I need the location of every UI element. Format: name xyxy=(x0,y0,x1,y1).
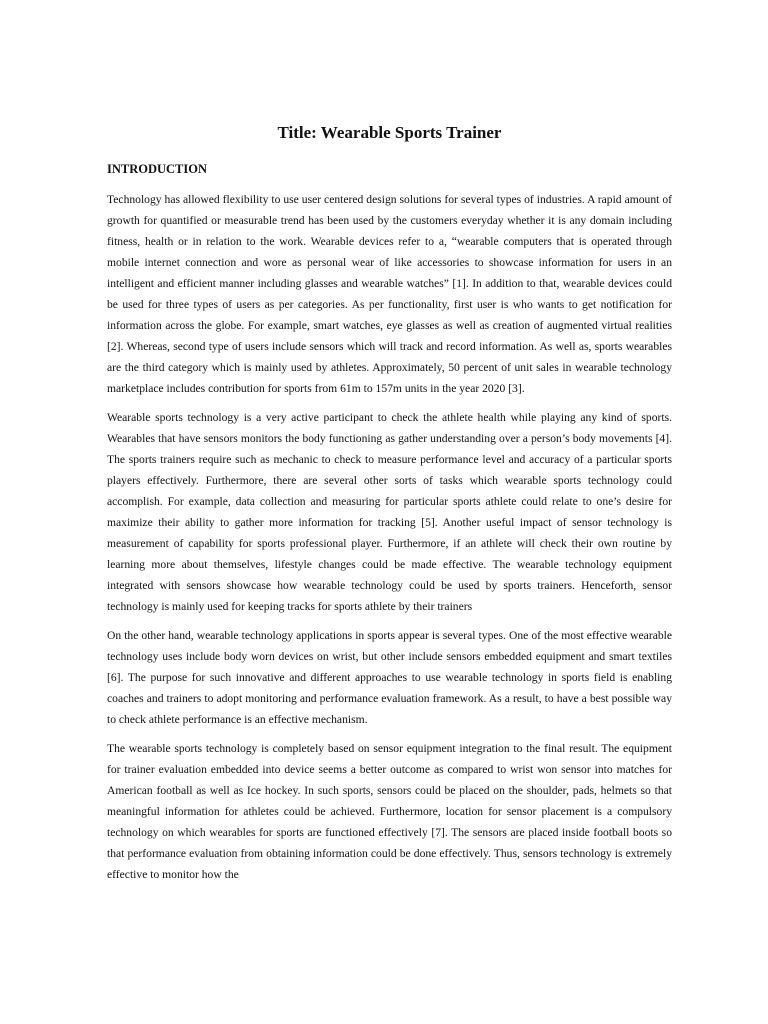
paragraph-3: On the other hand, wearable technology applications in sports appear is several types. One of the most effective wearable technology uses include body worn devices on wrist, but other include sensors embedded equipment and smart textiles [6]. The purpose for such innovative and different approaches to use wearable technology in sports field is enabling coaches and trainers to adopt monitoring and performance evaluation framework. As a result, to have a best possible way to check athlete performance is an effective mechanism. xyxy=(107,629,672,726)
document-body xyxy=(107,120,672,893)
paragraph-4: The wearable sports technology is completely based on sensor equipment integration to the final result. The equipment for trainer evaluation embedded into device seems a better outcome as compared to wrist won sensor into matches for American football as well as Ice hockey. In such sports, sensors could be placed on the shoulder, pads, helmets so that meaningful information for athletes could be achieved. Furthermore, location for sensor placement is a compulsory technology on which wearables for sports are functioned effectively [7]. The sensors are placed inside football boots so that performance evaluation from obtaining information could be done effectively. Thus, sensors technology is extremely effective to monitor how the xyxy=(107,742,672,881)
paragraph-2: Wearable sports technology is a very active participant to check the athlete health while playing any kind of sports. Wearables that have sensors monitors the body functioning as gather understanding over a person’s body movements [4]. The sports trainers require such as mechanic to check to measure performance level and accuracy of a particular sports players effectively. Furthermore, there are several other sorts of tasks which wearable sports technology could accomplish. For example, data collection and measuring for particular sports athlete could relate to one’s desire for maximize their ability to gather more information for tracking [5]. Another useful impact of sensor technology is measurement of capability for sports professional player. Furthermore, if an athlete will check their own routine by learning more about themselves, lifestyle changes could be made effective. The wearable technology equipment integrated with sensors showcase how wearable technology could be used by sports trainers. Henceforth, sensor technology is mainly used for keeping tracks for sports athlete by their trainers xyxy=(107,411,672,613)
section-heading-introduction: INTRODUCTION xyxy=(107,162,208,176)
document-title: Title: Wearable Sports Trainer xyxy=(277,123,502,142)
paragraph-1: Technology has allowed flexibility to use user centered design solutions for several types of industries. A rapid amount of growth for quantified or measurable trend has been used by the customers everyday whether it is any domain including fitness, health or in relation to the work. Wearable devices refer to a, “wearable computers that is operated through mobile internet connection and wore as personal wear of like accessories to showcase information for users in an intelligent and efficient manner including glasses and wearable watches” [1]. In addition to that, wearable devices could be used for three types of users as per categories. As per functionality, first user is who wants to get notification for information across the globe. For example, smart watches, eye glasses as well as creation of augmented virtual realities [2]. Whereas, second type of users include sensors which will track and record information. As well as, sports wearables are the third category which is mainly used by athletes. Approximately, 50 percent of unit sales in wearable technology marketplace includes contribution for sports from 61m to 157m units in the year 2020 [3]. xyxy=(107,193,672,395)
